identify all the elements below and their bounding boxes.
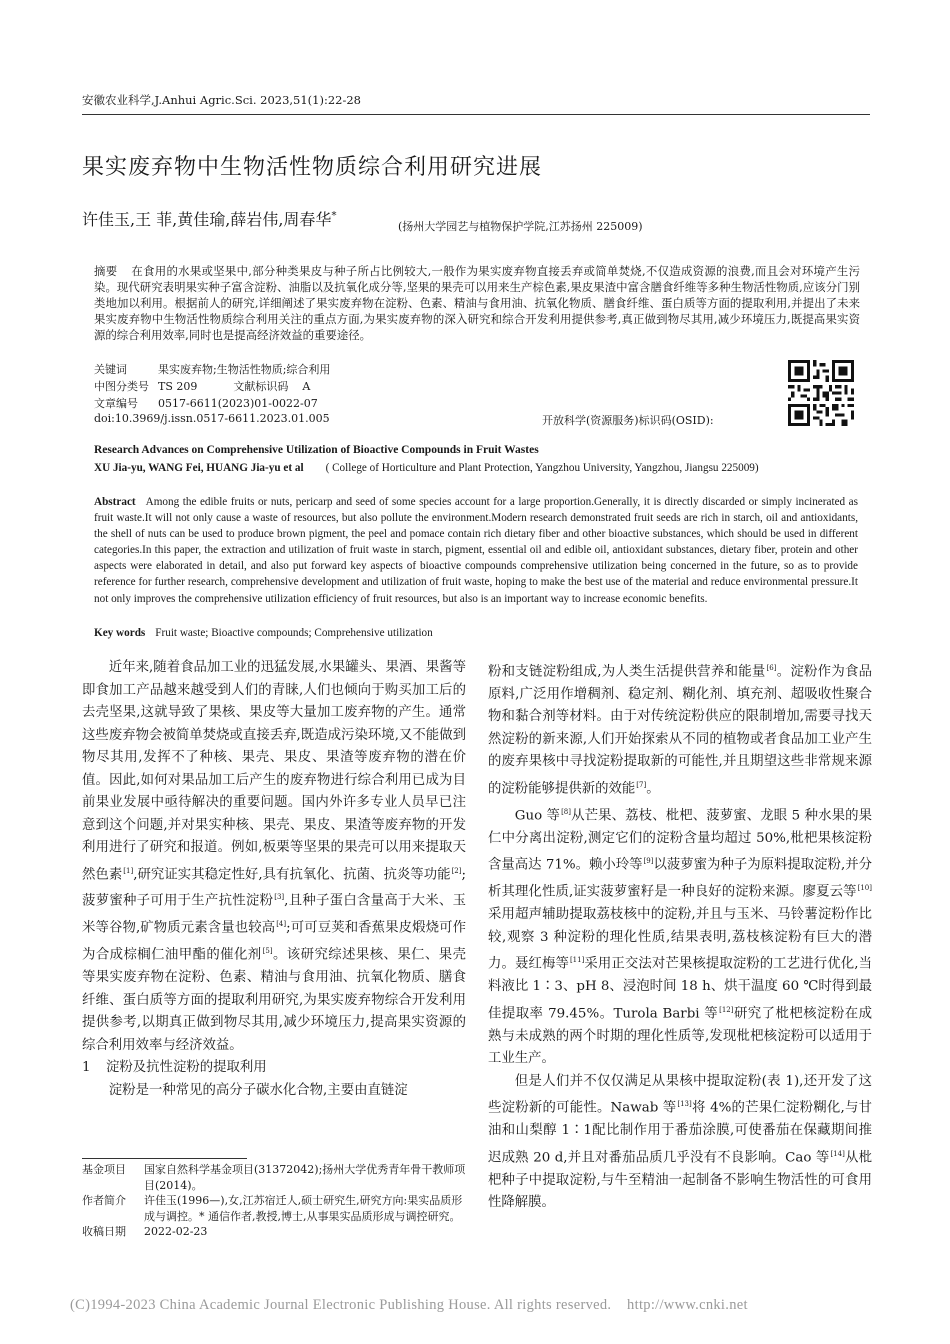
- abstract-cn-text: 在食用的水果或坚果中,部分种类果皮与种子所占比例较大,一般作为果实废弃物直接丢弃或简单焚烧,不仅造成资源的浪费,而且会对环境产生污染。现代研究表明果实种子富含淀粉、油脂以及抗氧化成分等,坚果的果壳可以用来生产棕色素,果皮果渣中富含膳食纤维等多种生物活性物质,应该分门别类地加以利用。根据前人的研究,详细阐述了果实废弃物在淀粉、色素、精油与食用油、抗氧化物质、膳食纤维、蛋白质等方面的提取利用,并提出了未来果实废弃物中生物活性物质综合利用关注的重点方面,为果实废弃物的深入研究和综合开发利用提供参考,真正做到物尽其用,减少环境压力,既提高果实资源的综合利用效率,同时也是提高经济效益的重要途径。: [94, 264, 860, 342]
- footnotes: [82, 1162, 472, 1240]
- sources-text-3: 以菠萝蜜为种子为原料提取淀粉,并分析其理化性质,证实菠萝蜜籽是一种良好的淀粉来源。廖夏云等: [488, 857, 872, 900]
- osid-label: 开放科学(资源服务)标识码(OSID):: [542, 414, 714, 427]
- citation-2[interactable]: [2]: [451, 866, 462, 875]
- abstract-cn-label: 摘要: [94, 264, 118, 278]
- author-footnote: [82, 1193, 472, 1224]
- citation-7[interactable]: [7]: [636, 780, 647, 789]
- intro-paragraph: [82, 657, 466, 1057]
- citation-5[interactable]: [5]: [262, 947, 273, 956]
- received-date-value: 2022-02-23: [144, 1225, 208, 1239]
- keywords-cn-text: 果实废弃物;生物活性物质;综合利用: [158, 363, 331, 376]
- fund-footnote: [82, 1162, 472, 1193]
- citation-1[interactable]: [1]: [123, 866, 134, 875]
- body-column-right: [488, 657, 872, 1215]
- keywords-en: [94, 627, 433, 639]
- keywords-en-text: Fruit waste; Bioactive compounds; Comprehensive utilization: [155, 627, 433, 639]
- abstract-en-text: Among the edible fruits or nuts, pericarp and seed of some species account for a large proportion.Generally, it is directly discarded or simply incinerated as fruit waste.It will not only cause a waste of resources, but also pollute the environment.Modern research demonstrated fruit seeds are rich in starch, oil and antioxidants, the shell of nuts can be used to produce brown pigment, the peel and pomace contain rich dietary fiber and other bioactive substances, which should be used in different categories.In this paper, the extraction and utilization of fruit waste in starch, pigment, essential oil and edible oil, antioxidant substances, dietary fiber, protein and other aspects were elaborated in detail, and also put forward key aspects of bioactive compounds comprehensive utilization being concerned in the future, so as to provide reference for further research, comprehensive development and utilization of fruit waste, hoping to make the best use of the material and reduce environmental pressure.It not only improves the comprehensive utilization efficiency of fruit resources, but also is an important way to increase economic benefits.: [94, 496, 858, 605]
- doc-code-label: 文献标识码: [233, 380, 289, 393]
- citation-3[interactable]: [3]: [274, 893, 285, 902]
- applications-text-1: 但是人们并不仅仅满足从果核中提取淀粉(表 1),还开发了这些淀粉新的可能性。Nawab 等: [488, 1073, 872, 1116]
- sources-text-5: 采用正交法对芒果核提取淀粉的工艺进行优化,当料液比 1∶3、pH 8、浸泡时间 18 h、烘干温度 60 ℃时得到最佳提取率 79.45%。Turola Barbi 等: [488, 956, 872, 1022]
- received-date-label: 收稿日期: [82, 1225, 126, 1239]
- keywords-cn: [94, 361, 330, 377]
- intro-text-3: ;菠萝蜜种子可用于生产抗性淀粉: [82, 866, 467, 909]
- author-bio-label: 作者简介: [82, 1194, 126, 1208]
- citation-4[interactable]: [4]: [276, 920, 287, 929]
- abstract-en-label: Abstract: [94, 496, 136, 508]
- starch-text-2: 。淀粉作为食品原料,广泛用作增稠剂、稳定剂、糊化剂、填充剂、超吸收性聚合物和黏合剂等材料。由于对传统淀粉供应的限制增加,需要寻找天然淀粉的新来源,人们开始探索从不同的植物或者食品加工业产生的废弃果核中寻找淀粉提取新的可能性,并且期望这些非常规来源的淀粉能够提供新的效能: [488, 664, 873, 797]
- sources-text-6: 研究了枇杷核淀粉在成熟与未成熟的两个时期的理化性质等,发现枇杷核淀粉可以适用于工业生产。: [488, 1006, 872, 1067]
- copyright-watermark: (C)1994-2023 China Academic Journal Electronic Publishing House. All rights reserved. http://www.cnki.net: [70, 1297, 748, 1313]
- paper-title-en: Research Advances on Comprehensive Utilization of Bioactive Compounds in Fruit Wastes: [94, 444, 539, 456]
- footnote-rule: [82, 1158, 247, 1159]
- corresponding-author-mark: *: [331, 210, 337, 222]
- clc-line: [94, 378, 310, 394]
- sources-text-4: 采用超声辅助提取荔枝核中的淀粉,并且与玉米、马铃薯淀粉作比较,观察 3 种淀粉的理化性质,结果表明,荔枝核淀粉有巨大的潜力。聂红梅等: [488, 907, 872, 972]
- osid-qr-code: [788, 360, 854, 426]
- intro-text-4: ,且种子蛋白含量高于大米、玉米等谷物,矿物质元素含量也较高: [82, 893, 467, 936]
- citation-11[interactable]: [11]: [569, 956, 585, 965]
- clc-label: 中图分类号: [94, 380, 149, 393]
- doi-label: doi:: [94, 412, 115, 425]
- author-bio-text: 许佳玉(1996—),女,江苏宿迁人,硕士研究生,研究方向:果实品质形成与调控。* 通信作者,教授,博士,从事果实品质形成与调控研究。: [144, 1194, 463, 1223]
- authors-en-names: XU Jia-yu, WANG Fei, HUANG Jia-yu et al: [94, 462, 304, 474]
- intro-text-6: 。该研究综述果核、果仁、果壳等果实废弃物在淀粉、色素、精油与食用油、抗氧化物质、膳食纤维、蛋白质等方面的提取利用研究,为果实废弃物综合开发利用提供参考,以期真正做到物尽其用,减少环境压力,提高果实资源的综合利用效率与经济效益。: [82, 947, 467, 1053]
- citation-13[interactable]: [13]: [677, 1100, 692, 1109]
- article-no-value: 0517-6611(2023)01-0022-07: [158, 397, 318, 410]
- keywords-en-label: Key words: [94, 627, 146, 639]
- doi-value: 10.3969/j.issn.0517-6611.2023.01.005: [114, 412, 330, 425]
- applications-text-3: 从枇杷种子中提取淀粉,与牛至精油一起制备不影响生物活性的可食用性降解膜。: [488, 1150, 873, 1211]
- sources-text-1: Guo 等: [514, 808, 561, 824]
- authors-cn: [82, 207, 336, 230]
- affiliation-en: ( College of Horticulture and Plant Protection, Yangzhou University, Yangzhou, Jiangsu 225009): [325, 462, 759, 474]
- authors-cn-names: 许佳玉,王 菲,黄佳瑜,薛岩伟,周春华: [82, 210, 332, 229]
- header-rule: [82, 114, 870, 115]
- intro-text-5: ;可可豆荚和香蕉果皮煅烧可作为合成棕榈仁油甲酯的催化剂: [82, 920, 466, 963]
- doi-line: [94, 412, 330, 425]
- applications-text-2: 将 4%的芒果仁淀粉糊化,与甘油和山梨醇 1∶1配比制作用于番茄涂膜,可使番茄在保藏期间推迟成熟 20 d,并且对番茄品质几乎没有不良影响。Cao 等: [488, 1100, 872, 1166]
- citation-6[interactable]: [6]: [766, 664, 777, 672]
- article-no-line: [94, 395, 318, 411]
- starch-text-3: 。: [646, 781, 660, 797]
- received-date-footnote: [82, 1224, 472, 1240]
- affiliation-cn: (扬州大学园艺与植物保护学院,江苏扬州 225009): [398, 220, 643, 233]
- citation-9[interactable]: [9]: [643, 857, 654, 866]
- section-1-heading: [82, 1057, 466, 1080]
- authors-en: [94, 460, 860, 476]
- doc-code-value: A: [302, 380, 311, 393]
- article-no-label: 文章编号: [94, 397, 138, 410]
- keywords-cn-label: 关键词: [94, 363, 127, 376]
- clc-value: TS 209: [158, 380, 198, 393]
- abstract-en: [94, 494, 858, 607]
- paper-title: 果实废弃物中生物活性物质综合利用研究进展: [82, 155, 543, 180]
- starch-sources-paragraph: [488, 801, 872, 1071]
- citation-10[interactable]: [10]: [857, 884, 872, 893]
- starch-applications-paragraph: [488, 1071, 872, 1215]
- fund-label: 基金项目: [82, 1163, 126, 1176]
- section-1-title: 淀粉及抗性淀粉的提取利用: [106, 1060, 267, 1076]
- sources-text-2: 从芒果、荔枝、枇杷、菠萝蜜、龙眼 5 种水果的果仁中分离出淀粉,测定它们的淀粉含量均超过 50%,枇杷果核淀粉含量高达 71%。赖小玲等: [488, 808, 873, 873]
- intro-text-2: ,研究证实其稳定性好,具有抗氧化、抗菌、抗炎等功能: [133, 866, 451, 882]
- section-1-number: 1: [82, 1060, 91, 1076]
- running-head: 安徽农业科学,J.Anhui Agric.Sci. 2023,51(1):22-28: [82, 93, 362, 107]
- abstract-cn: [94, 263, 860, 343]
- citation-8[interactable]: [8]: [561, 807, 571, 816]
- section-1-paragraph-cont: [488, 657, 872, 801]
- section-1-paragraph: 淀粉是一种常见的高分子碳水化合物,主要由直链淀: [108, 1082, 408, 1098]
- body-column-left: [82, 657, 466, 1102]
- citation-14[interactable]: [14]: [830, 1149, 845, 1158]
- intro-text-1: 近年来,随着食品加工业的迅猛发展,水果罐头、果酒、果酱等即食加工产品越来越受到人们的青睐,人们也倾向于购买加工后的去壳坚果,这就导致了果核、果皮等大量加工废弃物的产生。通常这些废弃物会被简单焚烧或直接丢弃,既造成污染环境,又不能做到物尽其用,发挥不了种核、果壳、果皮、果渣等废弃物的潜在价值。因此,如何对果品加工后产生的废弃物进行综合利用已成为目前果业发展中亟待解决的重要问题。国内外许多专业人员早已注意到这个问题,并对果实种核、果壳、果皮、果渣等废弃物的开发利用进行了研究和报道。例如,板栗等坚果的果壳可以用来提取天然色素: [82, 660, 466, 882]
- starch-text-1: 粉和支链淀粉组成,为人类生活提供营养和能量: [488, 664, 766, 680]
- fund-text: 国家自然科学基金项目(31372042);扬州大学优秀青年骨干教师项目(2014)。: [144, 1163, 466, 1192]
- citation-12[interactable]: [12]: [719, 1005, 734, 1014]
